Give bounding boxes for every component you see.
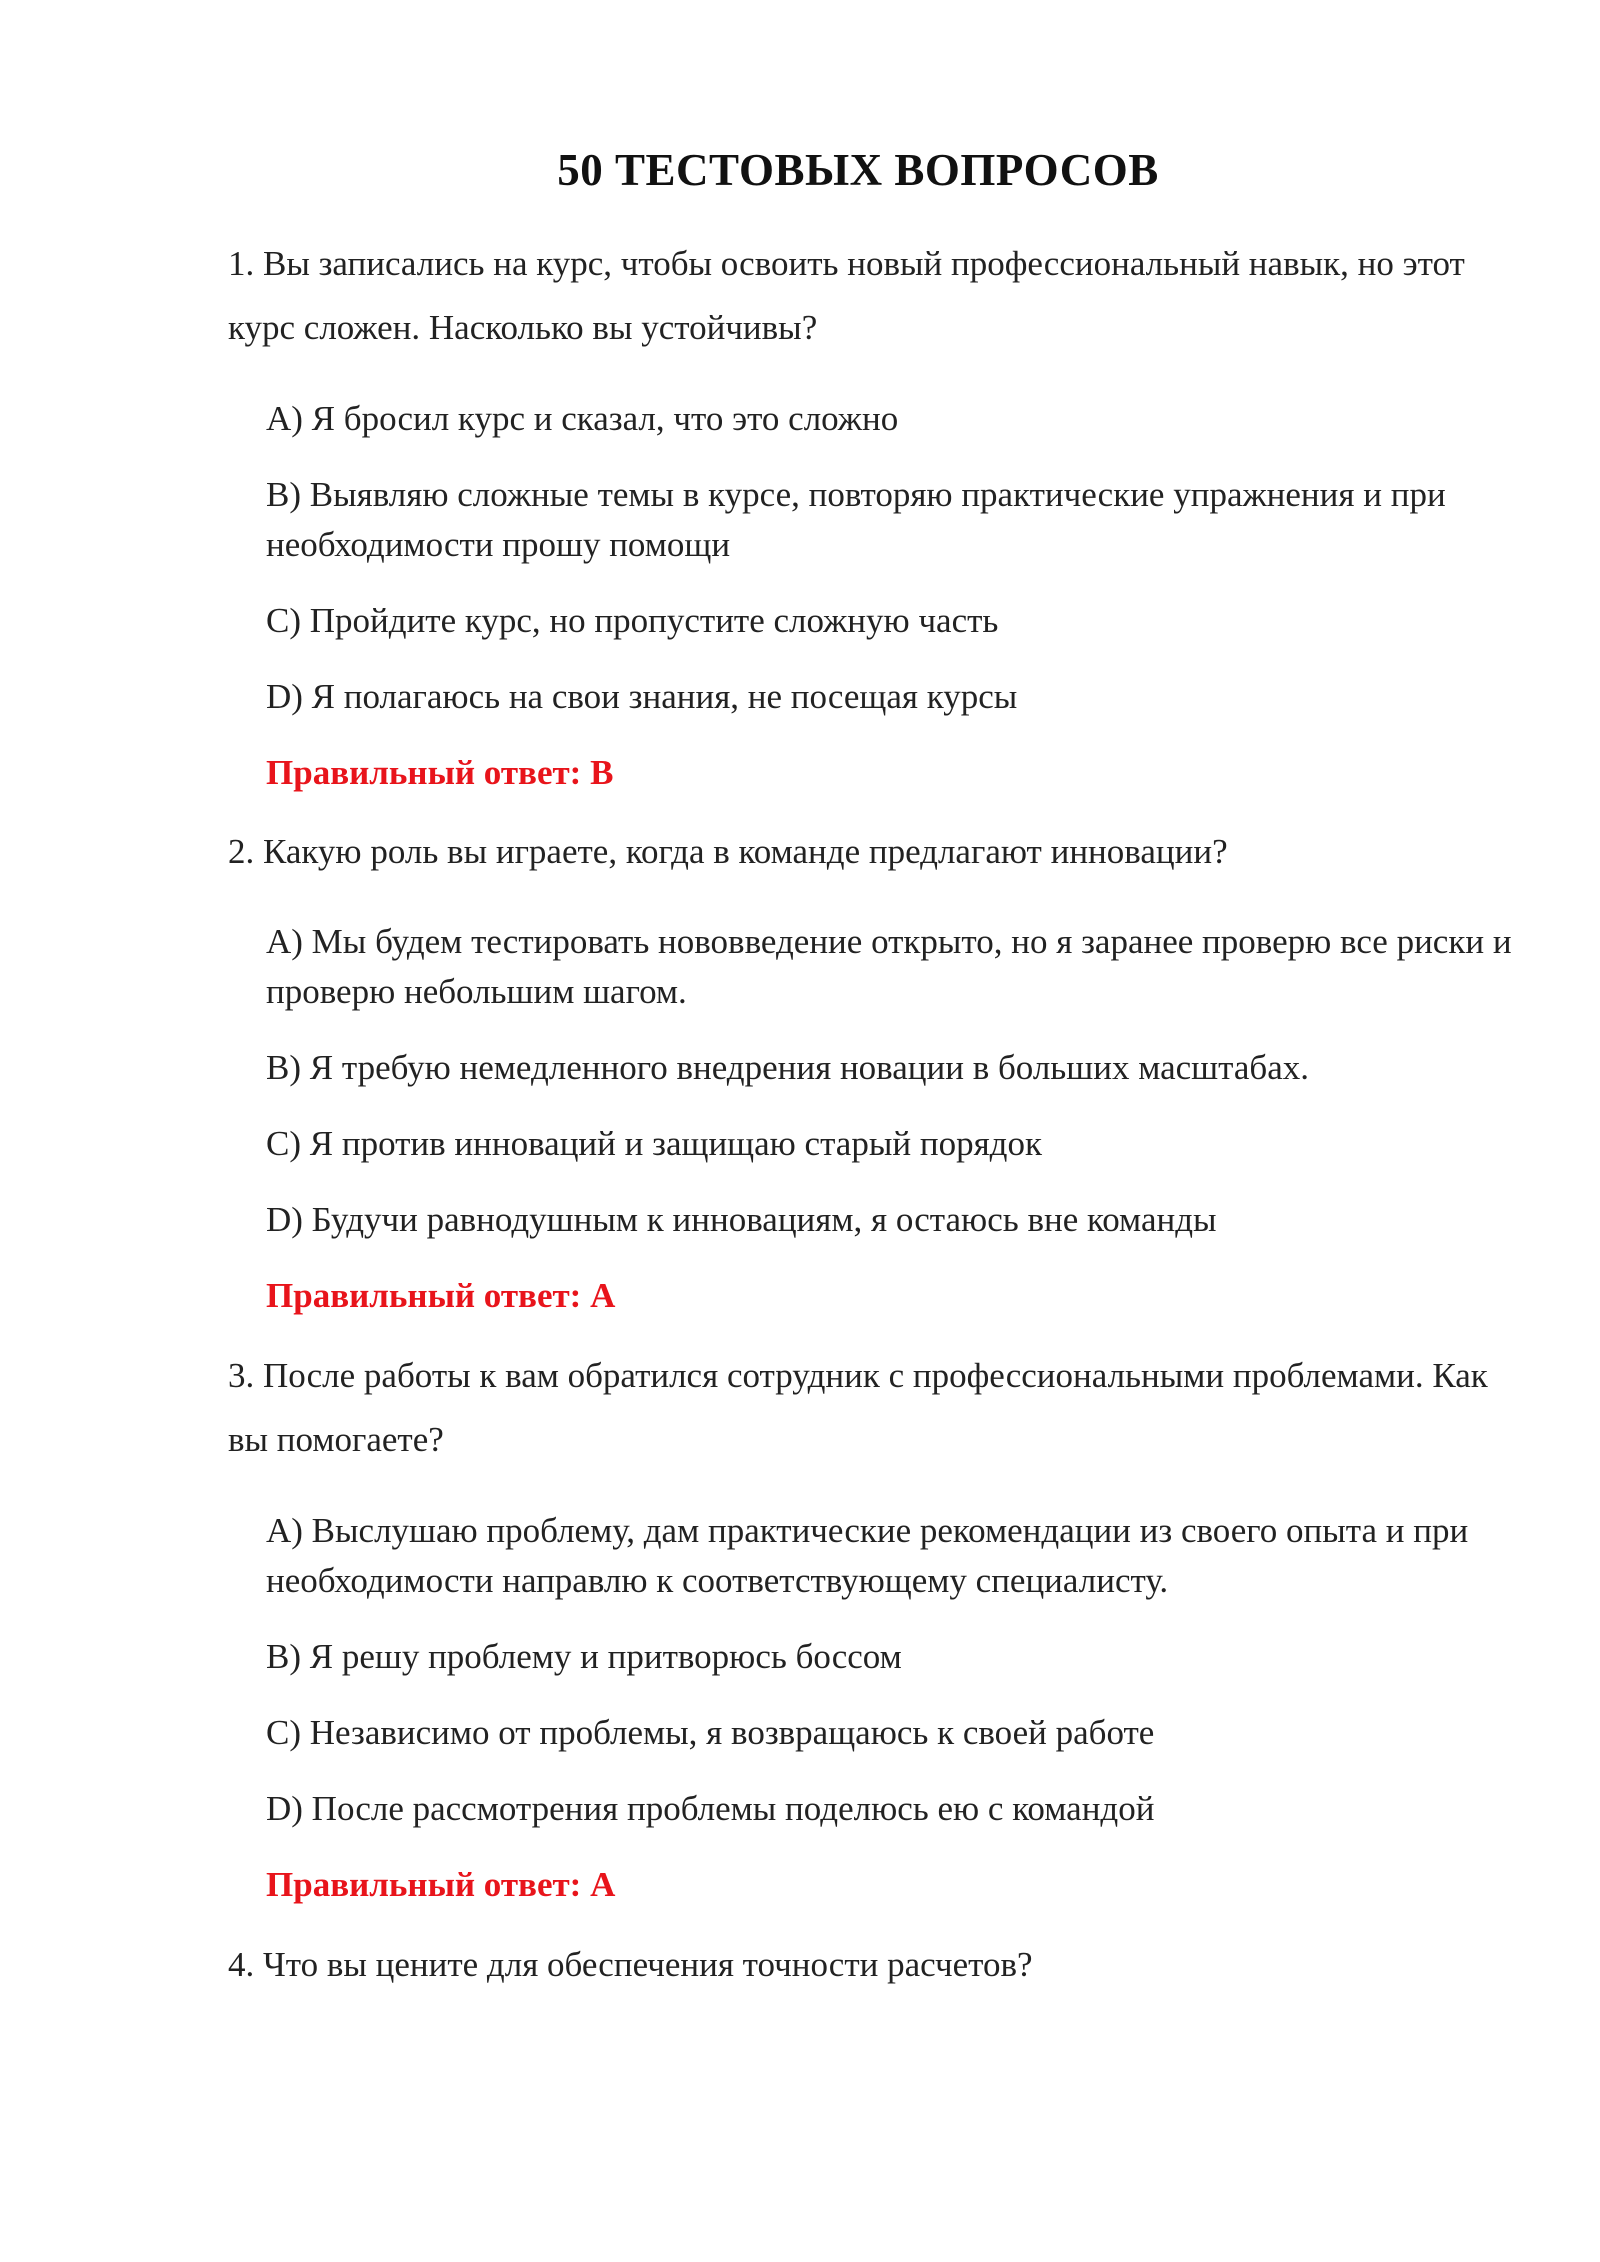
question-2-text: 2. Какую роль вы играете, когда в команде предлагают инновации?	[228, 832, 1228, 871]
question-1-answer: Правильный ответ: B	[266, 753, 614, 792]
question-2-option-a: A) Мы будем тестировать нововведение открыто, но я заранее проверю все риски и проверю небольшим шагом.	[266, 922, 1512, 1011]
page-title: 50 ТЕСТОВЫХ ВОПРОСОВ	[557, 145, 1159, 195]
question-1-option-c: C) Пройдите курс, но пропустите сложную часть	[266, 601, 999, 640]
question-2-option-c: C) Я против инноваций и защищаю старый порядок	[266, 1124, 1042, 1163]
question-1-option-d: D) Я полагаюсь на свои знания, не посещая курсы	[266, 677, 1018, 716]
question-2-answer: Правильный ответ: A	[266, 1276, 616, 1315]
question-1-option-a: A) Я бросил курс и сказал, что это сложно	[266, 399, 899, 438]
question-4-text: 4. Что вы цените для обеспечения точности расчетов?	[228, 1945, 1033, 1984]
question-1-text: 1. Вы записались на курс, чтобы освоить новый профессиональный навык, но этот курс сложен. Насколько вы устойчивы?	[228, 244, 1465, 347]
question-2-option-b: B) Я требую немедленного внедрения новации в больших масштабах.	[266, 1048, 1309, 1087]
question-3-option-d: D) После рассмотрения проблемы поделюсь ею с командой	[266, 1789, 1155, 1828]
question-2-option-d: D) Будучи равнодушным к инновациям, я остаюсь вне команды	[266, 1200, 1217, 1239]
question-3-answer: Правильный ответ: A	[266, 1865, 616, 1904]
question-1-option-b: B) Выявляю сложные темы в курсе, повторяю практические упражнения и при необходимости прошу помощи	[266, 475, 1446, 564]
question-3-option-b: B) Я решу проблему и притворюсь боссом	[266, 1637, 902, 1676]
question-3-text: 3. После работы к вам обратился сотрудник с профессиональными проблемами. Как вы помогаете?	[228, 1356, 1488, 1459]
question-3-option-a: A) Выслушаю проблему, дам практические рекомендации из своего опыта и при необходимости направлю к соответствующему специалисту.	[266, 1511, 1469, 1600]
question-3-option-c: C) Независимо от проблемы, я возвращаюсь к своей работе	[266, 1713, 1155, 1752]
